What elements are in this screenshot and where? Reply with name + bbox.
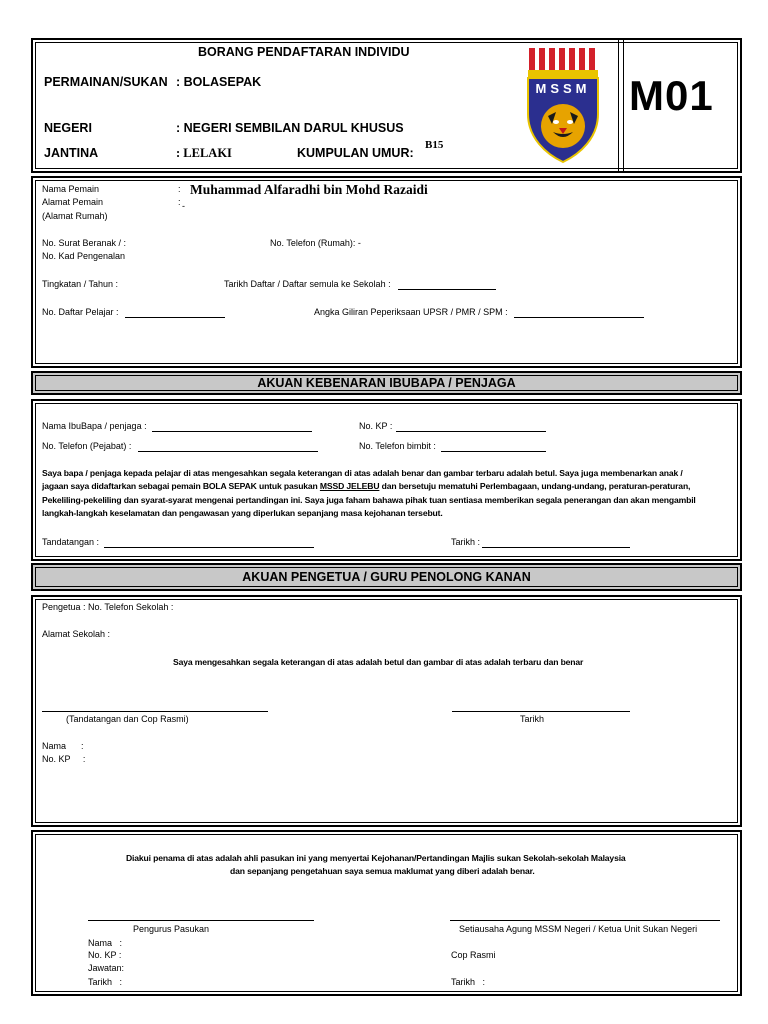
pengurus-line	[88, 920, 314, 921]
kumpulan-value: B15	[425, 139, 444, 151]
kad-pengenalan-label: No. Kad Pengenalan	[42, 251, 126, 261]
ibubapa-declaration-2a: jagaan saya didaftarkan sebagai pemain BOLA SEPAK untuk pasukan	[42, 481, 320, 491]
pengurus-label: Pengurus Pasukan	[133, 924, 210, 934]
ibubapa-declaration-3: Pekeliling-pekeliling dan syarat-syarat mengenai pertandingan ini. Saya juga faham bahawa pihak tuan sentiasa memberikan segala penerangan dan akan mengambil	[42, 495, 696, 505]
pengetua-label: Pengetua : No. Telefon Sekolah :	[42, 602, 174, 612]
pengesahan-declaration-2: dan sepanjang pengetahuan saya semua maklumat yang diberi adalah benar.	[230, 866, 535, 876]
permainan-label: PERMAINAN/SUKAN	[44, 75, 168, 89]
pengetua-declaration: Saya mengesahkan segala keterangan di atas adalah betul dan gambar di atas adalah terbaru dan benar	[173, 657, 584, 667]
nama-pengurus-label: Nama :	[88, 938, 123, 948]
alamat-pemain-label: Alamat Pemain	[42, 197, 104, 207]
tarikh-setiausaha-label: Tarikh :	[451, 977, 486, 987]
nama-pemain-label: Nama Pemain	[42, 184, 100, 194]
setiausaha-label: Setiausaha Agung MSSM Negeri / Ketua Unit Sukan Negeri	[459, 924, 698, 934]
kp-pengurus-label: No. KP :	[88, 950, 122, 960]
logo-text: MSSM	[535, 81, 591, 96]
nama-ibubapa-line	[152, 431, 312, 432]
tel-pejabat-label: No. Telefon (Pejabat) :	[42, 441, 132, 451]
pengesahan-declaration-1: Diakui penama di atas adalah ahli pasukan ini yang menyertai Kejohanan/Pertandingan Majlis sukan Sekolah-sekolah Malaysia	[126, 853, 626, 863]
header-divider	[618, 38, 624, 173]
ibubapa-declaration-1: Saya bapa / penjaga kepada pelajar di atas mengesahkan segala keterangan di atas adalah benar dan gambar terbaru adalah betul. Saya juga membenarkan anak /	[42, 468, 683, 478]
angka-giliran-line	[514, 317, 644, 318]
alamat-sekolah-label: Alamat Sekolah :	[42, 629, 111, 639]
tarikh-pengurus-label: Tarikh :	[88, 977, 123, 987]
ibubapa-heading-text: AKUAN KEBENARAN IBUBAPA / PENJAGA	[257, 376, 516, 390]
alamat-rumah-label: (Alamat Rumah)	[42, 211, 108, 221]
form-code: M01	[629, 72, 714, 119]
angka-giliran-label: Angka Giliran Peperiksaan UPSR / PMR / SPM :	[314, 307, 508, 317]
ibubapa-declaration-2	[42, 481, 690, 491]
tarikh-daftar-label: Tarikh Daftar / Daftar semula ke Sekolah :	[224, 279, 391, 289]
kp-pengetua-label: No. KP :	[42, 754, 86, 764]
ibubapa-heading	[31, 371, 742, 395]
tandatangan-cop-label: (Tandatangan dan Cop Rasmi)	[66, 714, 189, 724]
tarikh-pengetua-label: Tarikh	[520, 714, 545, 724]
alamat-colon: :	[178, 197, 181, 207]
tel-bimbit-label: No. Telefon bimbit :	[359, 441, 436, 451]
jantina-label: JANTINA	[44, 146, 99, 160]
ibubapa-kp-label: No. KP :	[359, 421, 393, 431]
form-title: BORANG PENDAFTARAN INDIVIDU	[198, 45, 410, 59]
tarikh-pengetua-line	[452, 711, 630, 712]
daftar-pelajar-line	[125, 317, 225, 318]
negeri-value: : NEGERI SEMBILAN DARUL KHUSUS	[176, 121, 404, 135]
jawatan-label: Jawatan:	[88, 963, 125, 973]
surat-beranak-label: No. Surat Beranak / :	[42, 238, 127, 248]
nama-ibubapa-label: Nama IbuBapa / penjaga :	[42, 421, 147, 431]
nama-pemain-value: Muhammad Alfaradhi bin Mohd Razaidi	[190, 182, 428, 197]
pengetua-heading-text: AKUAN PENGETUA / GURU PENOLONG KANAN	[242, 570, 531, 584]
ibubapa-declaration-2c: dan bersetuju mematuhi Perlembagaan, undang-undang, peraturan-peraturan,	[379, 481, 691, 491]
ibubapa-declaration-4: langkah-langkah keselamatan dan pengawasan yang diperlukan sepanjang masa kejohanan tersebut.	[42, 508, 443, 518]
daftar-pelajar-label: No. Daftar Pelajar :	[42, 307, 119, 317]
pengetua-heading	[31, 563, 742, 591]
player-section	[31, 176, 742, 368]
tel-bimbit-line	[441, 451, 546, 452]
pasukan-name: MSSD JELEBU	[319, 481, 380, 491]
mssm-logo	[526, 46, 602, 166]
tarikh-daftar-line	[398, 289, 496, 290]
kumpulan-label: KUMPULAN UMUR:	[297, 146, 414, 160]
negeri-label: NEGERI	[44, 121, 92, 135]
tarikh-ibubapa-label: Tarikh :	[451, 537, 481, 547]
nama-colon: :	[178, 184, 181, 194]
ibubapa-kp-line	[396, 431, 546, 432]
tarikh-ibubapa-line	[482, 547, 630, 548]
alamat-pemain-value: -	[182, 201, 185, 211]
nama-pengetua-label: Nama :	[42, 741, 84, 751]
cop-rasmi-label: Cop Rasmi	[451, 950, 496, 960]
permainan-value: : BOLASEPAK	[176, 75, 262, 89]
cop-rasmi-line	[42, 711, 268, 712]
tandatangan-ibubapa-label: Tandatangan :	[42, 537, 100, 547]
tel-pejabat-line	[138, 451, 318, 452]
setiausaha-line	[450, 920, 720, 921]
tandatangan-ibubapa-line	[104, 547, 314, 548]
tel-rumah-label: No. Telefon (Rumah): -	[270, 238, 361, 248]
jantina-value: : LELAKI	[176, 146, 232, 160]
tingkatan-label: Tingkatan / Tahun :	[42, 279, 119, 289]
